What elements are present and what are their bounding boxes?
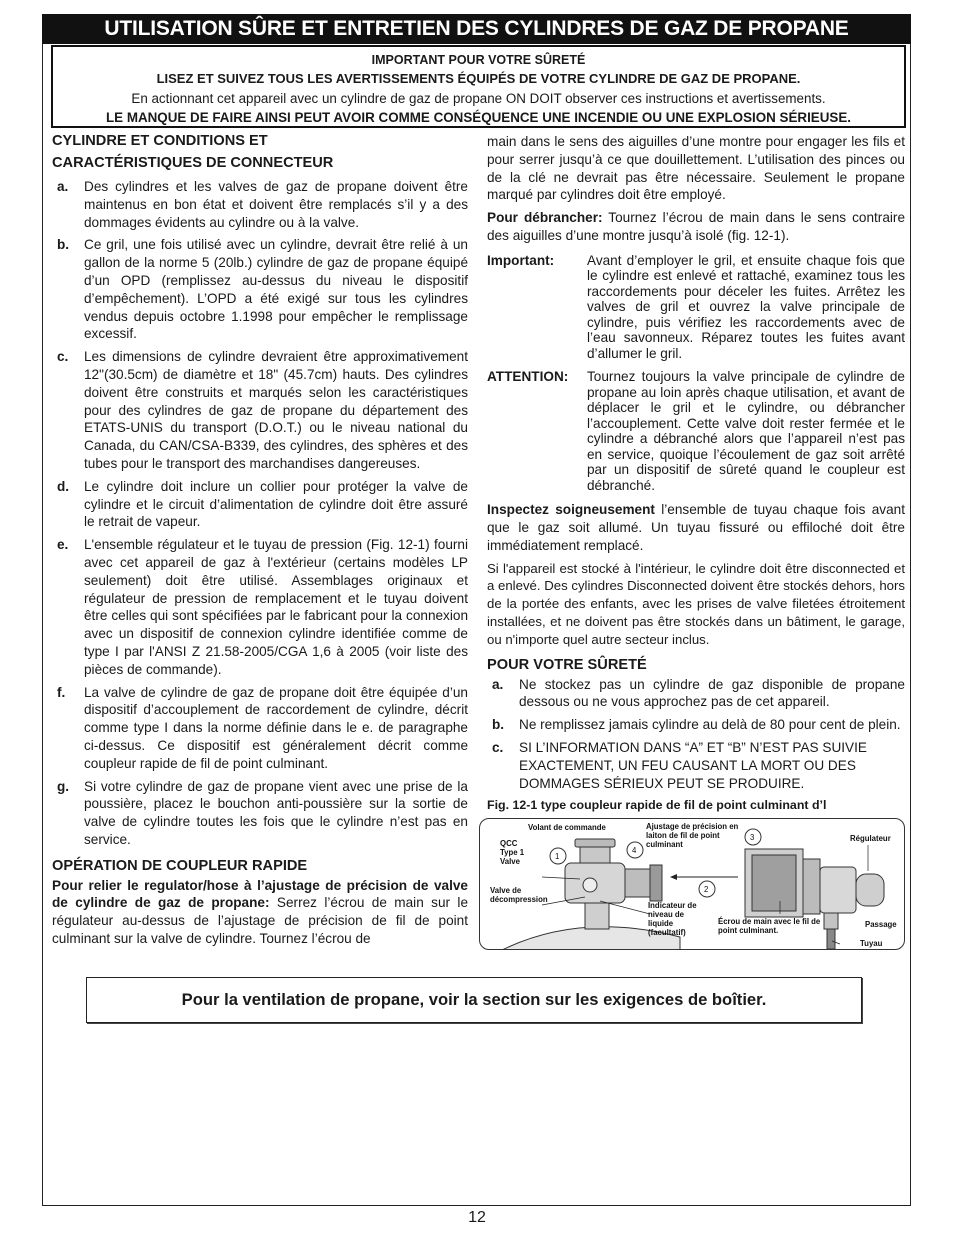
list-item: g. Si votre cylindre de gaz de propane vient avec une prise de la poussière, placez le bouchon anti-poussière sur la sortie de valve de cylindre toutes les fois que le cylindre n’est pas en service. [57, 778, 468, 847]
label-valve-decompression: Valve de décompression [490, 886, 548, 904]
list-item: a. Ne stockez pas un cylindre de gaz disponible de propane dessous ou ne vous approchez pas de cet appareil. [492, 676, 905, 710]
ventilation-note: Pour la ventilation de propane, voir la section sur les exigences de boîtier. [86, 977, 862, 1023]
label-qcc: QCC Type 1 Valve [500, 839, 525, 866]
list-item: a. Des cylindres et les valves de gaz de propane doivent être maintenus en bon état et doivent être remplacés s’il y a des dommages évidents au cylindre ou à la valve. [57, 179, 468, 230]
list-item: b. Ne remplissez jamais cylindre au delà de 80 pour cent de plein. [492, 717, 901, 733]
diagram-number-1: 1 [555, 852, 560, 861]
safety-warning-box [51, 45, 906, 128]
coupler-diagram [479, 818, 905, 950]
label-regulateur: Régulateur [850, 834, 891, 843]
list-item: c. SI L’INFORMATION DANS “A” ET “B” N’EST PAS SUIVIE EXACTEMENT, UN FEU CAUSANT LA MORT OU DES DOMMAGES SÉRIEUX PEUT SE PRODUIRE. [492, 740, 867, 791]
list-item: b. Ce gril, une fois utilisé avec un cylindre, devrait être relié à un gallon de la norme 5 (20lb.) cylindre de gaz de propane équipé d’un OPD (remplissez au-dessus du niveau le dispositif d’empêchement). L’OPD a été exigé sur tous les cylindres vendus depuis octobre 1.1998 pour empêcher le remplissage excessif. [57, 237, 468, 342]
connect-continued: main dans le sens des aiguilles d’une montre pour engager les fils et pour serrer jusqu’à ce que douillettement. L’utilisation des pinces ou de la clé ne devrait pas être nécessaire. Seulement le propane marqué par cylindres doit être employé. [487, 134, 905, 203]
list-item: e. L'ensemble régulateur et le tuyau de pression (Fig. 12-1) fourni avec cet appareil de gaz à l'extérieur (certains modèles LP seulement) doit être utilisé. Assemblages originaux et régulateur de pression de remplacement et le tuyau doivent être celles qui sont spécifiées par le fabricant pour la connexion avec un dispositif de connexion cylindre identifiée comme de type I par l'ANSI Z 21.58-2005/CGA 1,6 à 2005 (voir liste des pièces de commande). [57, 537, 468, 677]
important-note: Important: Avant d’employer le gril, et ensuite chaque fois que le cylindre est enlevé et rattaché, examinez tous les raccordements pour déceler les fuites. Arrêtez les valves de gril et ouvrez la valve principale de cylindre, puis vérifiez les raccordements avec de l’eau savonneux. Réparez toutes les fuites avant d’allumer le gril. [487, 252, 905, 361]
warning-heading: IMPORTANT POUR VOTRE SÛRETÉ [371, 53, 586, 67]
label-indicateur: Indicateur de niveau de liquide (facultatif) [648, 901, 697, 937]
connect-instructions: Pour relier le regulator/hose à l’ajustage de précision de valve de cylindre de gaz de propane: Serrez l’écrou de main sur le régulateur au-dessus de l’ajustage de précision de fil de point culminant sur la valve de cylindre. Tournez l’écrou de [52, 877, 469, 947]
storage-paragraph: Si l'appareil est stocké à l'intérieur, le cylindre doit être disconnected et a enlevé. Des cylindres Disconnected doivent être stockés dehors, hors de la portée des enfants, avec les prises de valve filetées étroitement installées, et ne doivent pas être stockés dans un bâtiment, le garage, ou n'importe quel autre secteur inclus. [487, 560, 905, 647]
attention-note: ATTENTION: Tournez toujours la valve principale de cylindre de propane au loin après chaque utilisation, et avant de déplacer le gril et le cylindre, ou débrancher l’accouplement. Cette valve doit rester fermée et le cylindre a débranché alors que l’appareil n’est pas en service, quoique l’écoulement de gaz soit arrêté par un dispositif de sûreté quand le coupleur est débranché. [487, 369, 905, 493]
right-column [487, 133, 905, 815]
list-item: f. La valve de cylindre de gaz de propane doit être équipée d’un dispositif d’accouplement de raccordement de cylindre, décrit comme type I dans la norme définie dans le e. de paragraphe ci-dessus. Ce dispositif est généralement décrit comme coupleur rapide de fil de point culminant. [57, 684, 468, 771]
label-ecrou: Écrou de main avec le fil de point culminant. [718, 917, 821, 935]
section-heading-safety: POUR VOTRE SÛRETÉ [487, 656, 647, 673]
section-heading-cylinder: CYLINDRE ET CONDITIONS ET CARACTÉRISTIQUES DE CONNECTEUR [52, 133, 334, 171]
diagram-number-4: 4 [632, 846, 637, 855]
label-ajustage: Ajustage de précision en laiton de fil de point culminant [646, 822, 739, 849]
warning-line-3: LE MANQUE DE FAIRE AINSI PEUT AVOIR COMME CONSÉQUENCE UNE INCENDIE OU UNE EXPLOSION SÉRIEUSE. [105, 110, 851, 125]
page-title: UTILISATION SÛRE ET ENTRETIEN DES CYLINDRES DE GAZ DE PROPANE [42, 14, 911, 44]
list-item: c. Les dimensions de cylindre devraient être approximativement 12"(30.5cm) de diamètre et 18" (45.7cm) hauts. Des cylindres doivent être construits et marqués selon les caractéristiques pour des cylindres de gaz de propane du département des ETATS-UNIS du transport (D.O.T.) ou le niveau national du Canada, du CAN/CSA-B339, des cylindres, des sphères et des tubes pour le transport des marchandises dangereuses. [57, 349, 468, 471]
left-column [52, 130, 468, 953]
label-tuyau: Tuyau [860, 939, 883, 948]
diagram-number-3: 3 [750, 833, 755, 842]
list-item: d. Le cylindre doit inclure un collier pour protéger la valve de cylindre et le circuit d’alimentation de cylindre doit être assuré le retrait de vapeur. [57, 478, 468, 530]
label-passage: Passage [865, 920, 897, 929]
figure-caption: Fig. 12-1 type coupleur rapide de fil de point culminant d’l [487, 798, 827, 813]
section-heading-coupler: OPÉRATION DE COUPLEUR RAPIDE [52, 857, 308, 874]
disconnect-instructions: Pour débrancher: Tournez l’écrou de main dans le sens contraire des aiguilles d’une montre jusqu’à isolé (fig. 12-1). [487, 210, 905, 243]
warning-line-2: En actionnant cet appareil avec un cylindre de gaz de propane ON DOIT observer ces instructions et avertissements. [131, 91, 826, 106]
label-volant: Volant de commande [528, 823, 606, 832]
warning-line-1: LISEZ ET SUIVEZ TOUS LES AVERTISSEMENTS ÉQUIPÉS DE VOTRE CYLINDRE DE GAZ DE PROPANE. [156, 71, 801, 86]
inspect-paragraph: Inspectez soigneusement l’ensemble de tuyau chaque fois avant que le gaz soit allumé. Un tuyau fissuré ou effiloché doit être immédiatement remplacé. [487, 502, 906, 553]
diagram-number-2: 2 [704, 885, 709, 894]
page-number: 12 [468, 1209, 486, 1226]
